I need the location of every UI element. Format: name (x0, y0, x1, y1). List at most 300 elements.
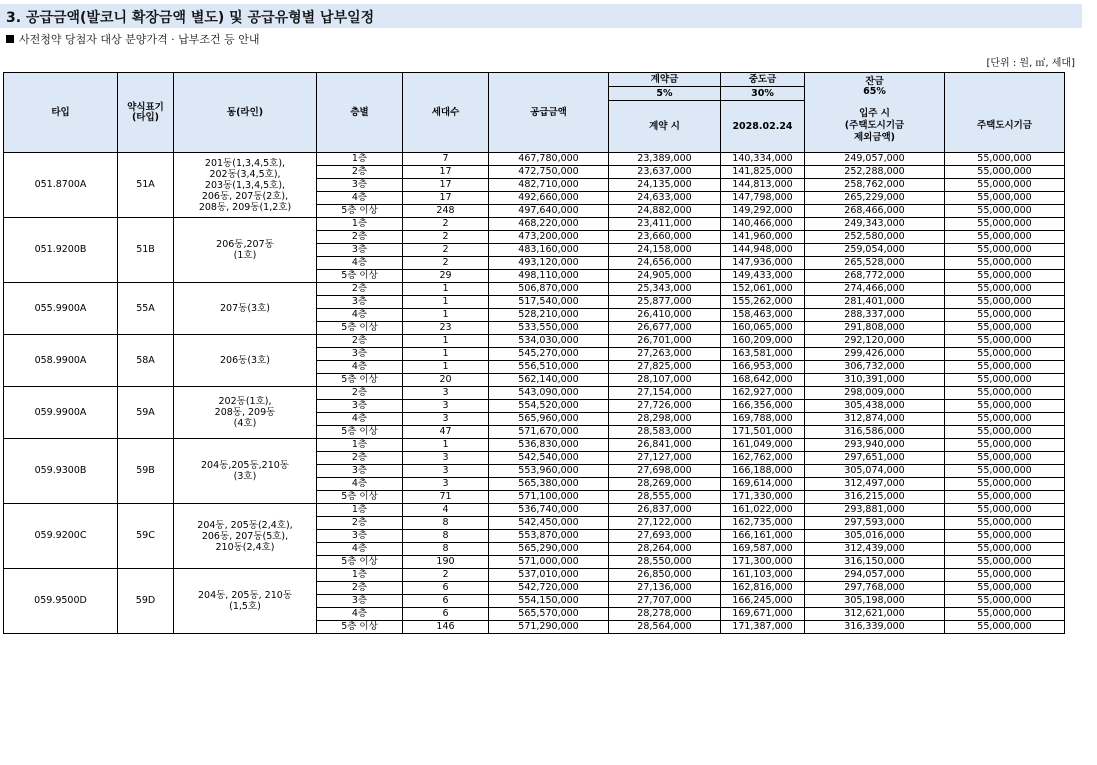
cell-balance: 249,057,000 (805, 153, 945, 166)
header-fund: 주택도시기금 (945, 73, 1065, 153)
cell-fund: 55,000,000 (945, 205, 1065, 218)
cell-balance: 297,768,000 (805, 582, 945, 595)
cell-middle: 166,245,000 (721, 595, 805, 608)
cell-supply-price: 533,550,000 (489, 322, 609, 335)
cell-balance: 312,874,000 (805, 413, 945, 426)
cell-supply-price: 506,870,000 (489, 283, 609, 296)
cell-fund: 55,000,000 (945, 244, 1065, 257)
cell-households: 1 (403, 309, 489, 322)
cell-balance: 288,337,000 (805, 309, 945, 322)
cell-supply-price: 553,960,000 (489, 465, 609, 478)
cell-deposit: 23,389,000 (609, 153, 721, 166)
cell-fund: 55,000,000 (945, 517, 1065, 530)
cell-middle: 166,188,000 (721, 465, 805, 478)
cell-type: 058.9900A (4, 335, 118, 387)
square-bullet-icon (6, 35, 14, 43)
cell-balance: 281,401,000 (805, 296, 945, 309)
cell-middle: 141,825,000 (721, 166, 805, 179)
cell-balance: 312,439,000 (805, 543, 945, 556)
cell-balance: 316,215,000 (805, 491, 945, 504)
cell-balance: 310,391,000 (805, 374, 945, 387)
cell-households: 17 (403, 192, 489, 205)
cell-supply-price: 467,780,000 (489, 153, 609, 166)
cell-households: 71 (403, 491, 489, 504)
cell-short-type: 59C (118, 504, 174, 569)
cell-households: 8 (403, 517, 489, 530)
cell-fund: 55,000,000 (945, 426, 1065, 439)
cell-floor: 2층 (317, 452, 403, 465)
cell-households: 3 (403, 387, 489, 400)
cell-floor: 5층 이상 (317, 205, 403, 218)
cell-middle: 171,387,000 (721, 621, 805, 634)
cell-floor: 2층 (317, 517, 403, 530)
cell-floor: 5층 이상 (317, 374, 403, 387)
cell-balance: 292,120,000 (805, 335, 945, 348)
cell-floor: 3층 (317, 179, 403, 192)
cell-floor: 1층 (317, 504, 403, 517)
cell-households: 2 (403, 231, 489, 244)
cell-fund: 55,000,000 (945, 283, 1065, 296)
cell-building: 207동(3호) (174, 283, 317, 335)
header-middle: 중도금 (721, 73, 805, 87)
cell-type: 059.9300B (4, 439, 118, 504)
cell-households: 8 (403, 543, 489, 556)
cell-type: 055.9900A (4, 283, 118, 335)
cell-middle: 171,300,000 (721, 556, 805, 569)
cell-households: 1 (403, 348, 489, 361)
cell-middle: 166,953,000 (721, 361, 805, 374)
cell-balance: 268,466,000 (805, 205, 945, 218)
cell-deposit: 28,269,000 (609, 478, 721, 491)
cell-middle: 169,671,000 (721, 608, 805, 621)
cell-supply-price: 542,720,000 (489, 582, 609, 595)
cell-fund: 55,000,000 (945, 387, 1065, 400)
cell-balance: 312,497,000 (805, 478, 945, 491)
cell-households: 6 (403, 608, 489, 621)
cell-deposit: 26,837,000 (609, 504, 721, 517)
cell-short-type: 59D (118, 569, 174, 634)
cell-households: 2 (403, 569, 489, 582)
cell-supply-price: 562,140,000 (489, 374, 609, 387)
cell-supply-price: 543,090,000 (489, 387, 609, 400)
cell-floor: 2층 (317, 283, 403, 296)
cell-middle: 169,587,000 (721, 543, 805, 556)
cell-supply-price: 565,960,000 (489, 413, 609, 426)
cell-fund: 55,000,000 (945, 179, 1065, 192)
cell-floor: 4층 (317, 257, 403, 270)
cell-fund: 55,000,000 (945, 153, 1065, 166)
cell-balance: 298,009,000 (805, 387, 945, 400)
cell-floor: 4층 (317, 361, 403, 374)
cell-fund: 55,000,000 (945, 582, 1065, 595)
header-middle-when: 2028.02.24 (721, 101, 805, 153)
cell-deposit: 26,410,000 (609, 309, 721, 322)
cell-middle: 169,788,000 (721, 413, 805, 426)
cell-households: 1 (403, 283, 489, 296)
cell-households: 3 (403, 413, 489, 426)
cell-balance: 316,339,000 (805, 621, 945, 634)
cell-deposit: 28,264,000 (609, 543, 721, 556)
cell-fund: 55,000,000 (945, 439, 1065, 452)
cell-fund: 55,000,000 (945, 218, 1065, 231)
cell-deposit: 25,877,000 (609, 296, 721, 309)
cell-households: 1 (403, 335, 489, 348)
cell-supply-price: 545,270,000 (489, 348, 609, 361)
cell-balance: 316,150,000 (805, 556, 945, 569)
cell-deposit: 24,882,000 (609, 205, 721, 218)
cell-floor: 3층 (317, 348, 403, 361)
cell-supply-price: 542,540,000 (489, 452, 609, 465)
cell-deposit: 28,550,000 (609, 556, 721, 569)
cell-floor: 4층 (317, 413, 403, 426)
cell-fund: 55,000,000 (945, 348, 1065, 361)
cell-floor: 2층 (317, 582, 403, 595)
header-type: 타입 (4, 73, 118, 153)
cell-building: 204동, 205동, 210동 (1,5호) (174, 569, 317, 634)
cell-households: 146 (403, 621, 489, 634)
cell-households: 23 (403, 322, 489, 335)
cell-supply-price: 497,640,000 (489, 205, 609, 218)
cell-deposit: 27,136,000 (609, 582, 721, 595)
cell-middle: 162,735,000 (721, 517, 805, 530)
cell-supply-price: 483,160,000 (489, 244, 609, 257)
cell-households: 3 (403, 465, 489, 478)
cell-short-type: 58A (118, 335, 174, 387)
cell-balance: 268,772,000 (805, 270, 945, 283)
table-header (4, 73, 1065, 153)
cell-households: 17 (403, 179, 489, 192)
cell-fund: 55,000,000 (945, 231, 1065, 244)
cell-floor: 5층 이상 (317, 426, 403, 439)
cell-middle: 147,936,000 (721, 257, 805, 270)
cell-supply-price: 553,870,000 (489, 530, 609, 543)
cell-households: 2 (403, 218, 489, 231)
unit-note: [단위 : 원, ㎡, 세대] (986, 58, 1075, 69)
cell-building: 206동(3호) (174, 335, 317, 387)
cell-floor: 3층 (317, 400, 403, 413)
cell-balance: 305,074,000 (805, 465, 945, 478)
cell-deposit: 27,693,000 (609, 530, 721, 543)
cell-deposit: 24,905,000 (609, 270, 721, 283)
cell-fund: 55,000,000 (945, 166, 1065, 179)
header-balance-when: 입주 시 (주택도시기금 제외금액) (805, 101, 945, 153)
cell-deposit: 24,633,000 (609, 192, 721, 205)
cell-short-type: 51A (118, 153, 174, 218)
cell-fund: 55,000,000 (945, 608, 1065, 621)
cell-fund: 55,000,000 (945, 478, 1065, 491)
cell-middle: 160,065,000 (721, 322, 805, 335)
cell-deposit: 27,122,000 (609, 517, 721, 530)
header-building: 동(라인) (174, 73, 317, 153)
cell-type: 059.9500D (4, 569, 118, 634)
cell-balance: 316,586,000 (805, 426, 945, 439)
cell-floor: 2층 (317, 387, 403, 400)
cell-type: 051.9200B (4, 218, 118, 283)
cell-households: 2 (403, 257, 489, 270)
cell-floor: 4층 (317, 192, 403, 205)
cell-households: 8 (403, 530, 489, 543)
cell-supply-price: 536,830,000 (489, 439, 609, 452)
cell-balance: 297,593,000 (805, 517, 945, 530)
cell-building: 206동,207동 (1호) (174, 218, 317, 283)
cell-middle: 162,927,000 (721, 387, 805, 400)
cell-fund: 55,000,000 (945, 530, 1065, 543)
cell-balance: 291,808,000 (805, 322, 945, 335)
header-short-type: 약식표기 (타입) (118, 73, 174, 153)
header-middle-pct: 30% (721, 87, 805, 101)
cell-supply-price: 556,510,000 (489, 361, 609, 374)
cell-building: 204동,205동,210동 (3호) (174, 439, 317, 504)
cell-middle: 149,292,000 (721, 205, 805, 218)
cell-supply-price: 528,210,000 (489, 309, 609, 322)
cell-middle: 169,614,000 (721, 478, 805, 491)
cell-middle: 161,022,000 (721, 504, 805, 517)
cell-floor: 1층 (317, 153, 403, 166)
cell-supply-price: 571,000,000 (489, 556, 609, 569)
cell-supply-price: 536,740,000 (489, 504, 609, 517)
cell-supply-price: 472,750,000 (489, 166, 609, 179)
table-row (4, 569, 1065, 582)
cell-supply-price: 492,660,000 (489, 192, 609, 205)
cell-supply-price: 537,010,000 (489, 569, 609, 582)
cell-households: 3 (403, 452, 489, 465)
cell-floor: 3층 (317, 465, 403, 478)
cell-building: 204동, 205동(2,4호), 206동, 207동(5호), 210동(2,4호) (174, 504, 317, 569)
cell-floor: 5층 이상 (317, 322, 403, 335)
cell-type: 059.9900A (4, 387, 118, 439)
cell-middle: 158,463,000 (721, 309, 805, 322)
cell-supply-price: 493,120,000 (489, 257, 609, 270)
cell-balance: 252,288,000 (805, 166, 945, 179)
cell-fund: 55,000,000 (945, 400, 1065, 413)
cell-floor: 3층 (317, 595, 403, 608)
cell-floor: 4층 (317, 309, 403, 322)
cell-floor: 1층 (317, 218, 403, 231)
subtitle (6, 31, 260, 47)
cell-balance: 293,881,000 (805, 504, 945, 517)
cell-floor: 5층 이상 (317, 270, 403, 283)
table-row (4, 153, 1065, 166)
cell-balance: 265,528,000 (805, 257, 945, 270)
cell-fund: 55,000,000 (945, 556, 1065, 569)
cell-deposit: 27,707,000 (609, 595, 721, 608)
cell-deposit: 27,726,000 (609, 400, 721, 413)
cell-households: 1 (403, 361, 489, 374)
cell-households: 6 (403, 582, 489, 595)
cell-households: 20 (403, 374, 489, 387)
cell-floor: 2층 (317, 166, 403, 179)
cell-fund: 55,000,000 (945, 452, 1065, 465)
cell-supply-price: 554,150,000 (489, 595, 609, 608)
cell-deposit: 26,701,000 (609, 335, 721, 348)
table-row (4, 218, 1065, 231)
cell-fund: 55,000,000 (945, 296, 1065, 309)
cell-floor: 3층 (317, 244, 403, 257)
cell-middle: 163,581,000 (721, 348, 805, 361)
cell-supply-price: 534,030,000 (489, 335, 609, 348)
cell-balance: 249,343,000 (805, 218, 945, 231)
cell-floor: 1층 (317, 439, 403, 452)
cell-middle: 160,209,000 (721, 335, 805, 348)
cell-floor: 5층 이상 (317, 556, 403, 569)
cell-floor: 4층 (317, 608, 403, 621)
cell-fund: 55,000,000 (945, 335, 1065, 348)
cell-floor: 2층 (317, 231, 403, 244)
cell-deposit: 23,637,000 (609, 166, 721, 179)
cell-middle: 161,103,000 (721, 569, 805, 582)
cell-deposit: 23,660,000 (609, 231, 721, 244)
section-title: 3. 공급금액(발코니 확장금액 별도) 및 공급유형별 납부일정 (6, 10, 375, 26)
cell-middle: 152,061,000 (721, 283, 805, 296)
cell-deposit: 27,154,000 (609, 387, 721, 400)
cell-fund: 55,000,000 (945, 569, 1065, 582)
cell-floor: 3층 (317, 296, 403, 309)
cell-fund: 55,000,000 (945, 504, 1065, 517)
cell-short-type: 59A (118, 387, 174, 439)
cell-deposit: 28,564,000 (609, 621, 721, 634)
table-row (4, 283, 1065, 296)
cell-households: 6 (403, 595, 489, 608)
cell-middle: 155,262,000 (721, 296, 805, 309)
cell-supply-price: 468,220,000 (489, 218, 609, 231)
cell-households: 248 (403, 205, 489, 218)
subtitle-text: 사전청약 당첨자 대상 분양가격 · 납부조건 등 안내 (19, 33, 260, 46)
cell-deposit: 27,263,000 (609, 348, 721, 361)
cell-fund: 55,000,000 (945, 374, 1065, 387)
cell-balance: 305,016,000 (805, 530, 945, 543)
cell-fund: 55,000,000 (945, 322, 1065, 335)
cell-balance: 297,651,000 (805, 452, 945, 465)
cell-supply-price: 565,570,000 (489, 608, 609, 621)
cell-balance: 274,466,000 (805, 283, 945, 296)
cell-fund: 55,000,000 (945, 543, 1065, 556)
table-row (4, 439, 1065, 452)
header-floor: 층별 (317, 73, 403, 153)
cell-households: 4 (403, 504, 489, 517)
cell-middle: 166,161,000 (721, 530, 805, 543)
cell-deposit: 27,698,000 (609, 465, 721, 478)
cell-middle: 161,049,000 (721, 439, 805, 452)
cell-households: 7 (403, 153, 489, 166)
cell-middle: 171,330,000 (721, 491, 805, 504)
cell-households: 17 (403, 166, 489, 179)
cell-floor: 4층 (317, 478, 403, 491)
cell-middle: 171,501,000 (721, 426, 805, 439)
cell-households: 2 (403, 244, 489, 257)
cell-fund: 55,000,000 (945, 465, 1065, 478)
cell-households: 3 (403, 400, 489, 413)
cell-deposit: 25,343,000 (609, 283, 721, 296)
cell-supply-price: 473,200,000 (489, 231, 609, 244)
cell-middle: 141,960,000 (721, 231, 805, 244)
cell-floor: 1층 (317, 569, 403, 582)
table-row (4, 504, 1065, 517)
cell-supply-price: 571,670,000 (489, 426, 609, 439)
cell-deposit: 28,555,000 (609, 491, 721, 504)
cell-floor: 2층 (317, 335, 403, 348)
header-balance (805, 73, 945, 101)
cell-fund: 55,000,000 (945, 491, 1065, 504)
cell-deposit: 27,825,000 (609, 361, 721, 374)
cell-building: 202동(1호), 208동, 209동 (4호) (174, 387, 317, 439)
cell-households: 29 (403, 270, 489, 283)
cell-deposit: 26,841,000 (609, 439, 721, 452)
cell-fund: 55,000,000 (945, 270, 1065, 283)
header-balance-pct: 65% (863, 85, 886, 97)
cell-floor: 5층 이상 (317, 621, 403, 634)
cell-supply-price: 565,290,000 (489, 543, 609, 556)
cell-deposit: 28,298,000 (609, 413, 721, 426)
header-supply-price: 공급금액 (489, 73, 609, 153)
cell-deposit: 24,158,000 (609, 244, 721, 257)
cell-balance: 312,621,000 (805, 608, 945, 621)
cell-short-type: 51B (118, 218, 174, 283)
header-deposit: 계약금 (609, 73, 721, 87)
cell-fund: 55,000,000 (945, 595, 1065, 608)
cell-supply-price: 554,520,000 (489, 400, 609, 413)
cell-households: 3 (403, 478, 489, 491)
cell-deposit: 27,127,000 (609, 452, 721, 465)
cell-supply-price: 482,710,000 (489, 179, 609, 192)
cell-middle: 168,642,000 (721, 374, 805, 387)
header-households: 세대수 (403, 73, 489, 153)
cell-floor: 4층 (317, 543, 403, 556)
cell-supply-price: 542,450,000 (489, 517, 609, 530)
cell-balance: 259,054,000 (805, 244, 945, 257)
cell-type: 059.9200C (4, 504, 118, 569)
cell-deposit: 26,677,000 (609, 322, 721, 335)
cell-households: 1 (403, 296, 489, 309)
cell-deposit: 28,583,000 (609, 426, 721, 439)
cell-supply-price: 565,380,000 (489, 478, 609, 491)
cell-balance: 299,426,000 (805, 348, 945, 361)
table-row (4, 387, 1065, 400)
table-body (4, 153, 1065, 634)
cell-middle: 144,813,000 (721, 179, 805, 192)
cell-households: 190 (403, 556, 489, 569)
cell-supply-price: 571,290,000 (489, 621, 609, 634)
cell-middle: 162,816,000 (721, 582, 805, 595)
cell-middle: 140,334,000 (721, 153, 805, 166)
cell-supply-price: 571,100,000 (489, 491, 609, 504)
cell-floor: 3층 (317, 530, 403, 543)
header-deposit-when: 계약 시 (609, 101, 721, 153)
cell-fund: 55,000,000 (945, 361, 1065, 374)
cell-floor: 5층 이상 (317, 491, 403, 504)
cell-middle: 140,466,000 (721, 218, 805, 231)
header-balance-label: 잔금 (865, 75, 884, 87)
cell-fund: 55,000,000 (945, 413, 1065, 426)
cell-deposit: 28,107,000 (609, 374, 721, 387)
cell-supply-price: 498,110,000 (489, 270, 609, 283)
header-deposit-pct: 5% (609, 87, 721, 101)
cell-deposit: 24,135,000 (609, 179, 721, 192)
cell-middle: 149,433,000 (721, 270, 805, 283)
cell-fund: 55,000,000 (945, 309, 1065, 322)
cell-short-type: 55A (118, 283, 174, 335)
cell-building: 201동(1,3,4,5호), 202동(3,4,5호), 203동(1,3,4,5호), 206동, 207동(2호), 208동, 209동(1,2호) (174, 153, 317, 218)
cell-middle: 166,356,000 (721, 400, 805, 413)
cell-type: 051.8700A (4, 153, 118, 218)
cell-middle: 144,948,000 (721, 244, 805, 257)
cell-households: 1 (403, 439, 489, 452)
cell-middle: 147,798,000 (721, 192, 805, 205)
cell-deposit: 26,850,000 (609, 569, 721, 582)
cell-balance: 305,438,000 (805, 400, 945, 413)
cell-balance: 293,940,000 (805, 439, 945, 452)
cell-fund: 55,000,000 (945, 257, 1065, 270)
cell-short-type: 59B (118, 439, 174, 504)
